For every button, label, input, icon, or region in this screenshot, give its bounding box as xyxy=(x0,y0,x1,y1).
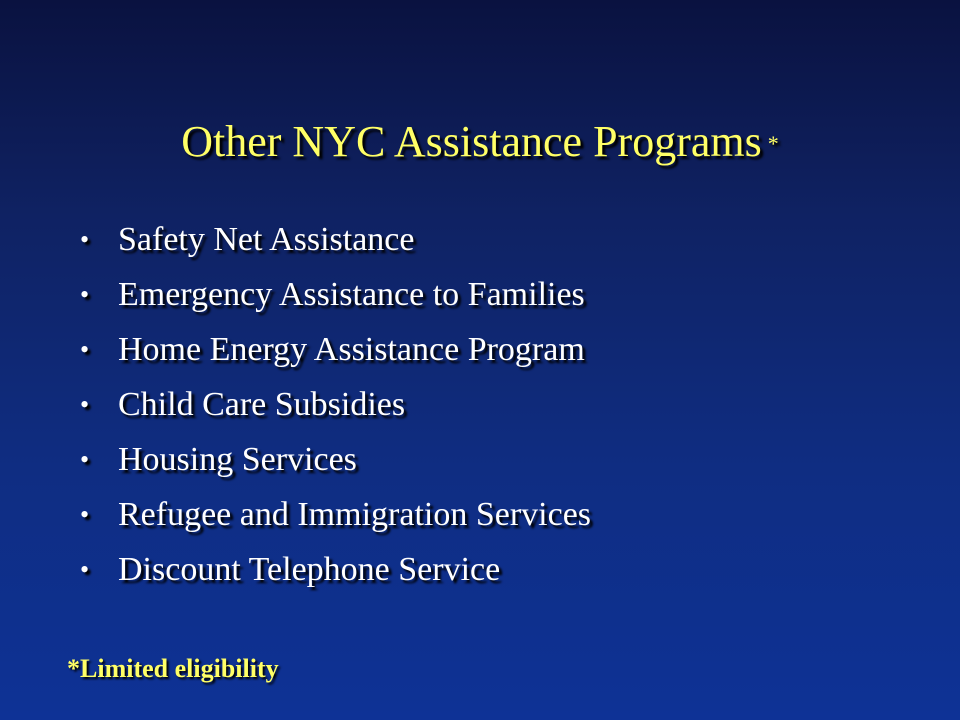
bullet-icon: • xyxy=(80,555,90,584)
bullet-icon: • xyxy=(80,445,90,474)
bullet-icon: • xyxy=(80,500,90,529)
bullet-icon: • xyxy=(80,280,90,309)
slide-title-text: Other NYC Assistance Programs xyxy=(181,117,762,166)
program-list xyxy=(80,212,591,597)
list-item-label: Child Care Subsidies xyxy=(118,386,406,423)
slide-title xyxy=(0,116,960,168)
list-item xyxy=(80,432,591,487)
list-item-label: Housing Services xyxy=(118,441,357,478)
bullet-icon: • xyxy=(80,225,90,254)
list-item-label: Refugee and Immigration Services xyxy=(118,496,592,533)
list-item xyxy=(80,212,591,267)
list-item xyxy=(80,487,591,542)
list-item xyxy=(80,542,591,597)
title-asterisk: * xyxy=(767,131,779,156)
list-item-label: Home Energy Assistance Program xyxy=(118,331,585,368)
bullet-icon: • xyxy=(80,335,90,364)
list-item xyxy=(80,377,591,432)
list-item xyxy=(80,322,591,377)
list-item-label: Safety Net Assistance xyxy=(118,221,415,258)
list-item-label: Discount Telephone Service xyxy=(118,551,501,588)
footnote: *Limited eligibility xyxy=(67,654,279,683)
bullet-icon: • xyxy=(80,390,90,419)
list-item-label: Emergency Assistance to Families xyxy=(118,276,585,313)
list-item xyxy=(80,267,591,322)
